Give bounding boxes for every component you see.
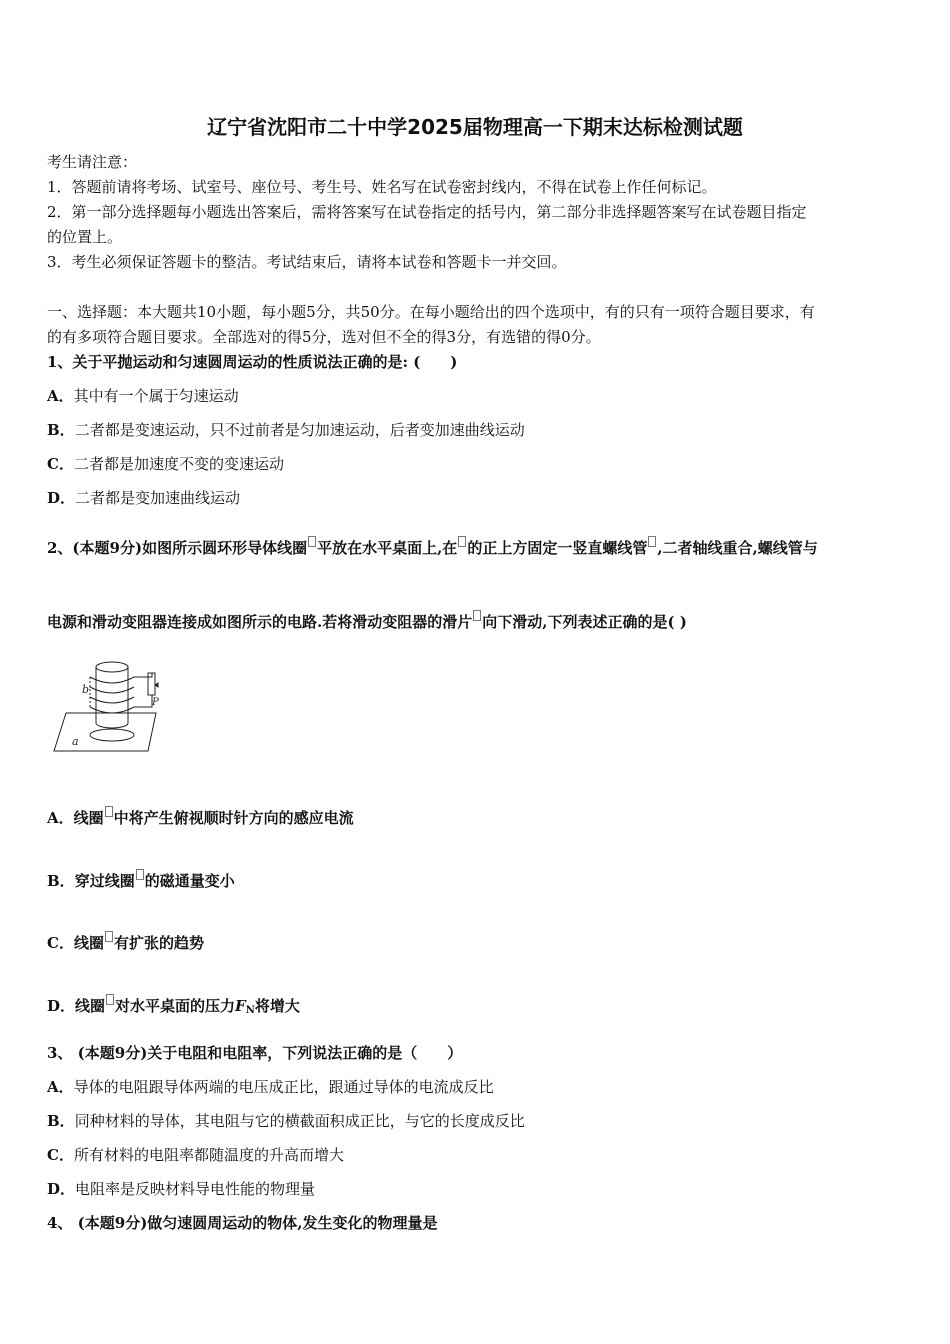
q4-stem: 4、 (本题9分)做匀速圆周运动的物体,发生变化的物理量是 [47,1214,438,1232]
paper-title: 辽宁省沈阳市二十中学2025届物理高一下期末达标检测试题 [207,115,743,139]
q3-option-d: D．电阻率是反映材料导电性能的物理量 [47,1180,316,1198]
q2-stem-line-1: 2、(本题9分)如图所示圆环形导体线圈 平放在水平桌面上,在 的正上方固定一竖直螺线管 ,二者轴线重合,螺线管与 [47,536,818,558]
notice-item-2-cont: 的位置上。 [47,228,123,246]
notice-item-1: 1．答题前请将考场、试室号、座位号、考生号、姓名写在试卷密封线内，不得在试卷上作任何标记。 [47,178,717,196]
section-intro-line-2: 的有多项符合题目要求。全部选对的得5分，选对但不全的得3分，有选错的得0分。 [47,328,601,346]
missing-glyph-icon [458,536,466,547]
q1-option-c: C．二者都是加速度不变的变速运动 [47,455,284,473]
missing-glyph-icon [136,869,144,880]
notice-item-3: 3．考生必须保证答题卡的整洁。考试结束后，请将本试卷和答题卡一并交回。 [47,253,567,271]
q2-option-b: B．穿过线圈 的磁通量变小 [47,869,235,891]
section-intro-line-1: 一、选择题：本大题共10小题，每小题5分，共50分。在每小题给出的四个选项中，有的只有一项符合题目要求，有 [47,303,815,321]
missing-glyph-icon [308,536,316,547]
q2-option-d: D．线圈 对水平桌面的压力$F_N$将增大 [47,994,300,1021]
missing-glyph-icon [106,994,114,1005]
missing-glyph-icon [473,610,481,621]
q1-stem: 1、关于平抛运动和匀速圆周运动的性质说法正确的是: ( ) [47,353,458,371]
q1-option-b: B．二者都是变速运动，只不过前者是匀加速运动，后者变加速曲线运动 [47,421,525,439]
q2-stem-line-2: 电源和滑动变阻器连接成如图所示的电路.若将滑动变阻器的滑片 向下滑动,下列表述正确的是( ) [47,610,687,632]
q3-option-c: C．所有材料的电阻率都随温度的升高而增大 [47,1146,344,1164]
q2-option-a: A．线圈 中将产生俯视顺时针方向的感应电流 [47,806,354,828]
figure-label-b: b [82,683,90,696]
q2-option-c: C．线圈 有扩张的趋势 [47,931,204,953]
missing-glyph-icon [105,806,113,817]
notice-item-2: 2．第一部分选择题每小题选出答案后，需将答案写在试卷指定的括号内，第二部分非选择题答案写在试卷题目指定 [47,203,807,221]
notice-heading: 考生请注意： [47,153,138,171]
q1-option-d: D．二者都是变加速曲线运动 [47,489,241,507]
figure-label-p: P [152,697,159,708]
missing-glyph-icon [105,931,113,942]
q3-stem: 3、 (本题9分)关于电阻和电阻率，下列说法正确的是（ ） [47,1044,463,1062]
q1-option-a: A．其中有一个属于匀速运动 [47,387,239,405]
figure-label-a: a [72,735,79,748]
q3-option-a: A．导体的电阻跟导体两端的电压成正比，跟通过导体的电流成反比 [47,1078,494,1096]
missing-glyph-icon [648,536,656,547]
q3-option-b: B．同种材料的导体，其电阻与它的横截面积成正比，与它的长度成反比 [47,1112,525,1130]
solenoid-coil-figure [52,655,160,755]
